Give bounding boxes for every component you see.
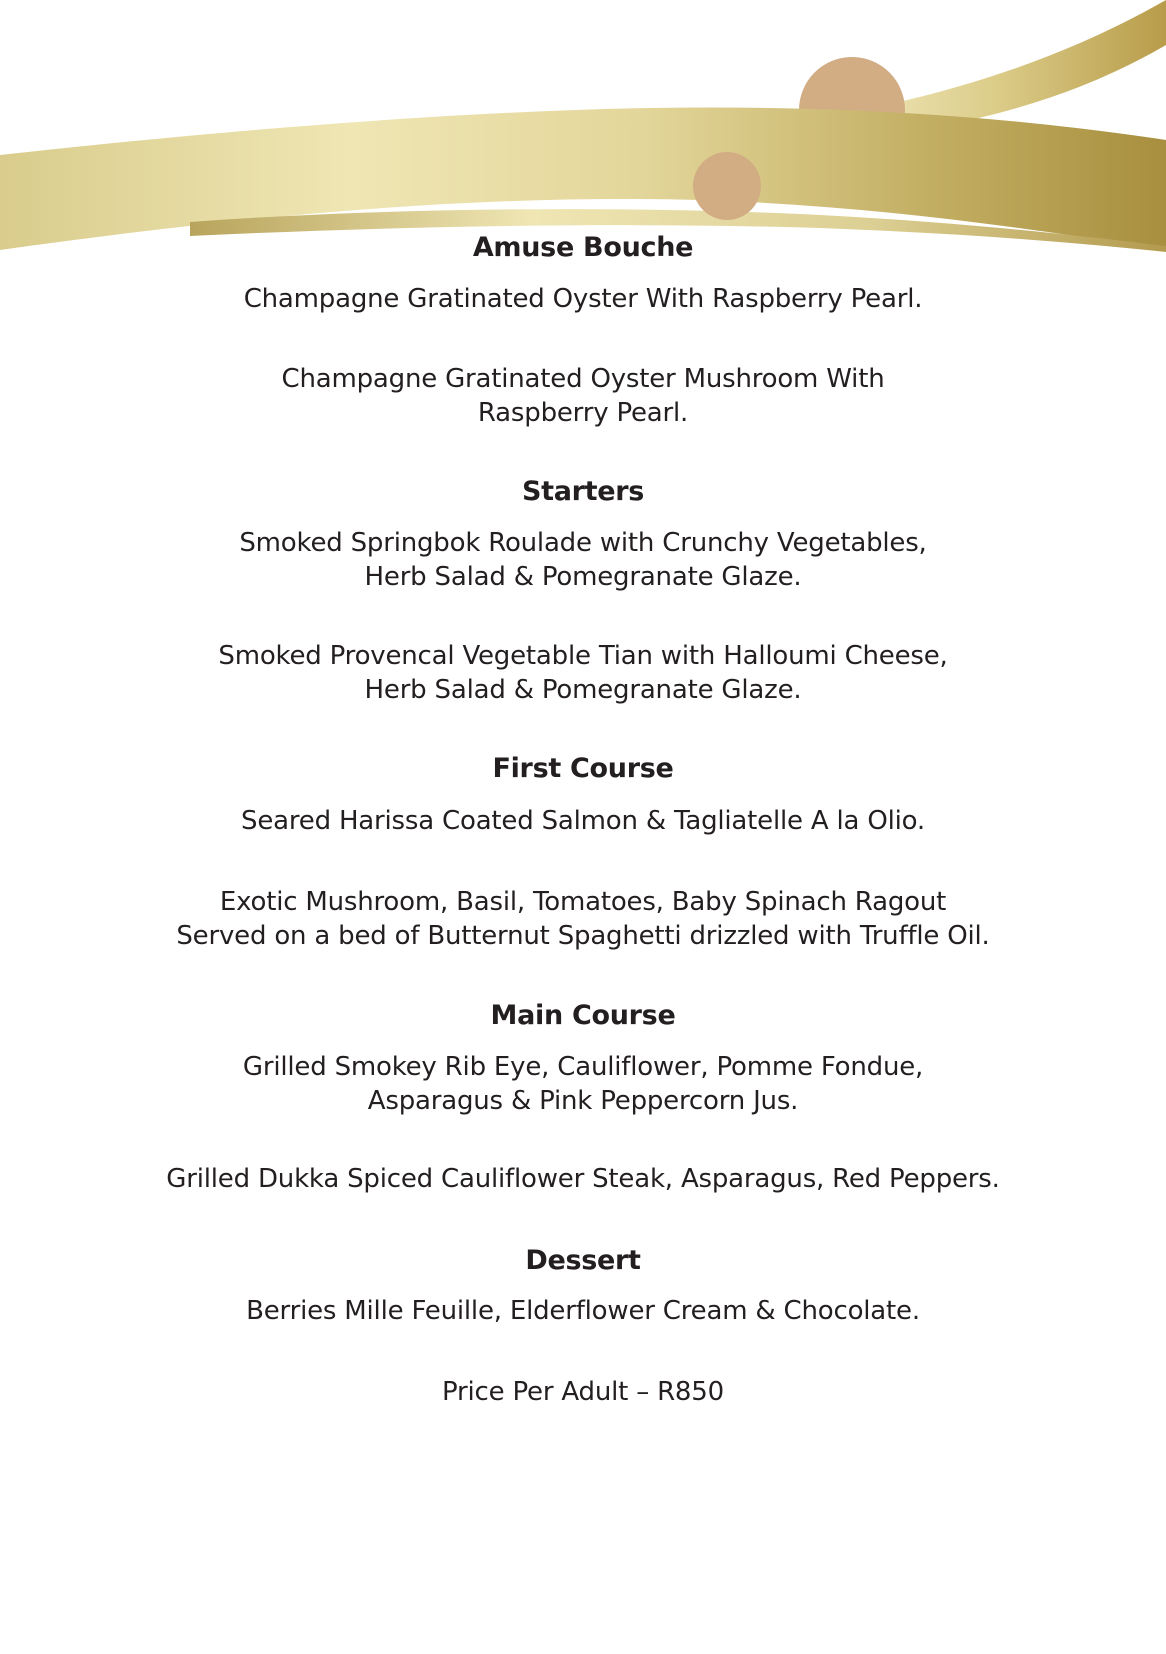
menu-item: Seared Harissa Coated Salmon & Tagliatelle A la Olio. <box>241 806 925 836</box>
price-per-adult: Price Per Adult – R850 <box>442 1377 724 1407</box>
section-heading-dessert: Dessert <box>525 1245 641 1276</box>
section-heading-amuse-bouche: Amuse Bouche <box>472 232 694 263</box>
section-heading-first-course: First Course <box>492 753 674 784</box>
section-heading-starters: Starters <box>521 476 645 507</box>
menu-item: Champagne Gratinated Oyster Mushroom With Raspberry Pearl. <box>281 364 885 428</box>
menu-item: Smoked Springbok Roulade with Crunchy Vegetables, Herb Salad & Pomegranate Glaze. <box>239 528 927 592</box>
menu-item: Champagne Gratinated Oyster With Raspberry Pearl. <box>243 284 923 314</box>
menu-item: Grilled Dukka Spiced Cauliflower Steak, Asparagus, Red Peppers. <box>166 1164 1000 1194</box>
section-heading-main-course: Main Course <box>490 1000 676 1031</box>
menu-item: Smoked Provencal Vegetable Tian with Halloumi Cheese, Herb Salad & Pomegranate Glaze. <box>218 641 948 705</box>
menu-item: Exotic Mushroom, Basil, Tomatoes, Baby Spinach Ragout Served on a bed of Butternut Spaghetti drizzled with Truffle Oil. <box>176 887 990 951</box>
menu-item: Grilled Smokey Rib Eye, Cauliflower, Pomme Fondue, Asparagus & Pink Peppercorn Jus. <box>242 1052 924 1116</box>
menu-item: Berries Mille Feuille, Elderflower Cream & Chocolate. <box>246 1296 920 1326</box>
